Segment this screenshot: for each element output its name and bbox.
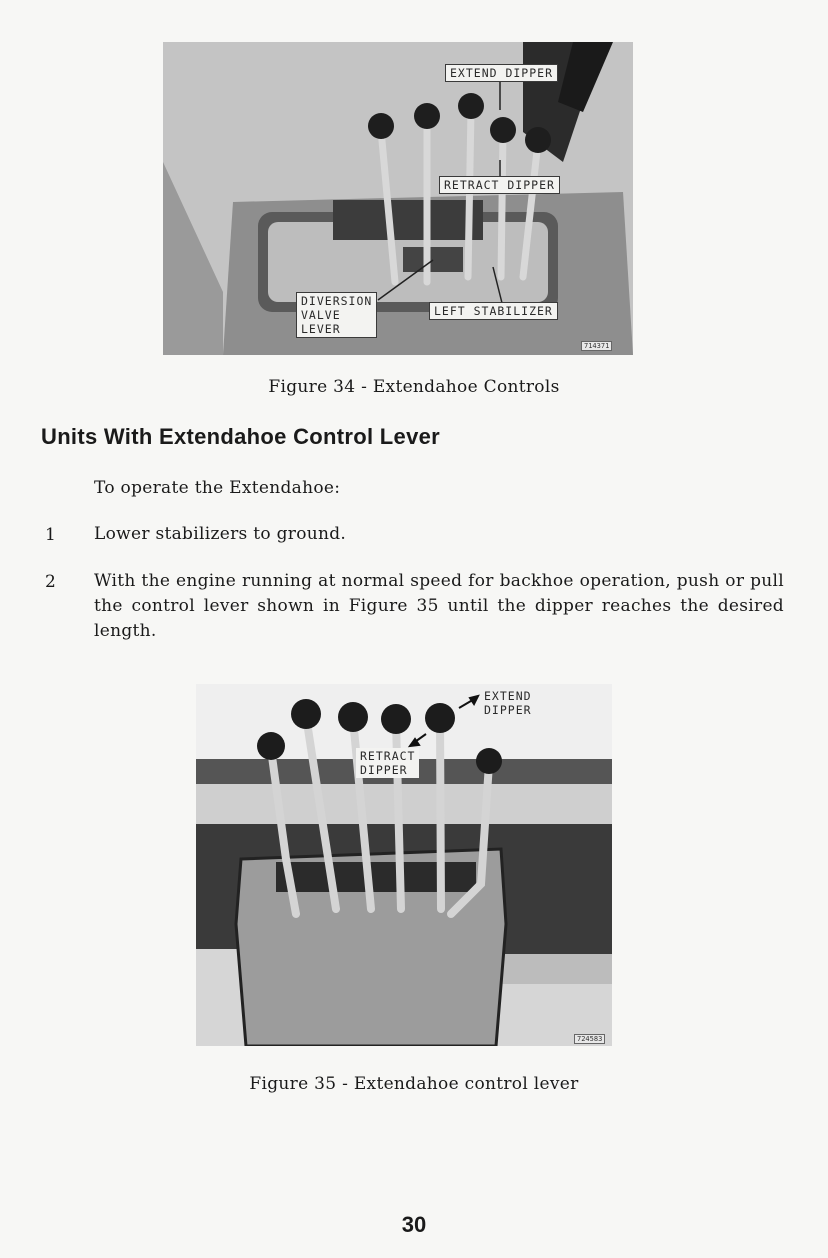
step-number: 1 (45, 525, 56, 545)
control-console-illustration (163, 42, 633, 355)
step-text: Lower stabilizers to ground. (94, 524, 347, 544)
intro-text: To operate the Extendahoe: (94, 478, 341, 498)
control-lever-illustration (196, 684, 612, 1046)
figure-35-photo (196, 684, 612, 1046)
callout-diversion-valve-lever: DIVERSION VALVE LEVER (296, 292, 377, 338)
callout-left-stabilizer: LEFT STABILIZER (429, 302, 558, 320)
page-number: 30 (401, 1212, 427, 1237)
photo-id-tag: 714371 (581, 341, 612, 351)
section-heading: Units With Extendahoe Control Lever (41, 424, 441, 449)
figure-34-caption: Figure 34 - Extendahoe Controls (268, 377, 560, 397)
figure-34-photo (163, 42, 633, 355)
callout-extend-dipper: EXTEND DIPPER (445, 64, 558, 82)
step-text: With the engine running at normal speed for backhoe operation, push or pull the control lever shown in Figure 35 until the dipper reaches the desired length. (94, 571, 784, 641)
photo-id-tag: 724583 (574, 1034, 605, 1044)
callout-extend-dipper: EXTEND DIPPER (484, 689, 532, 717)
step-number: 2 (45, 572, 56, 592)
callout-retract-dipper: RETRACT DIPPER (439, 176, 560, 194)
figure-35-caption: Figure 35 - Extendahoe control lever (249, 1074, 579, 1094)
callout-retract-dipper: RETRACT DIPPER (356, 748, 419, 778)
